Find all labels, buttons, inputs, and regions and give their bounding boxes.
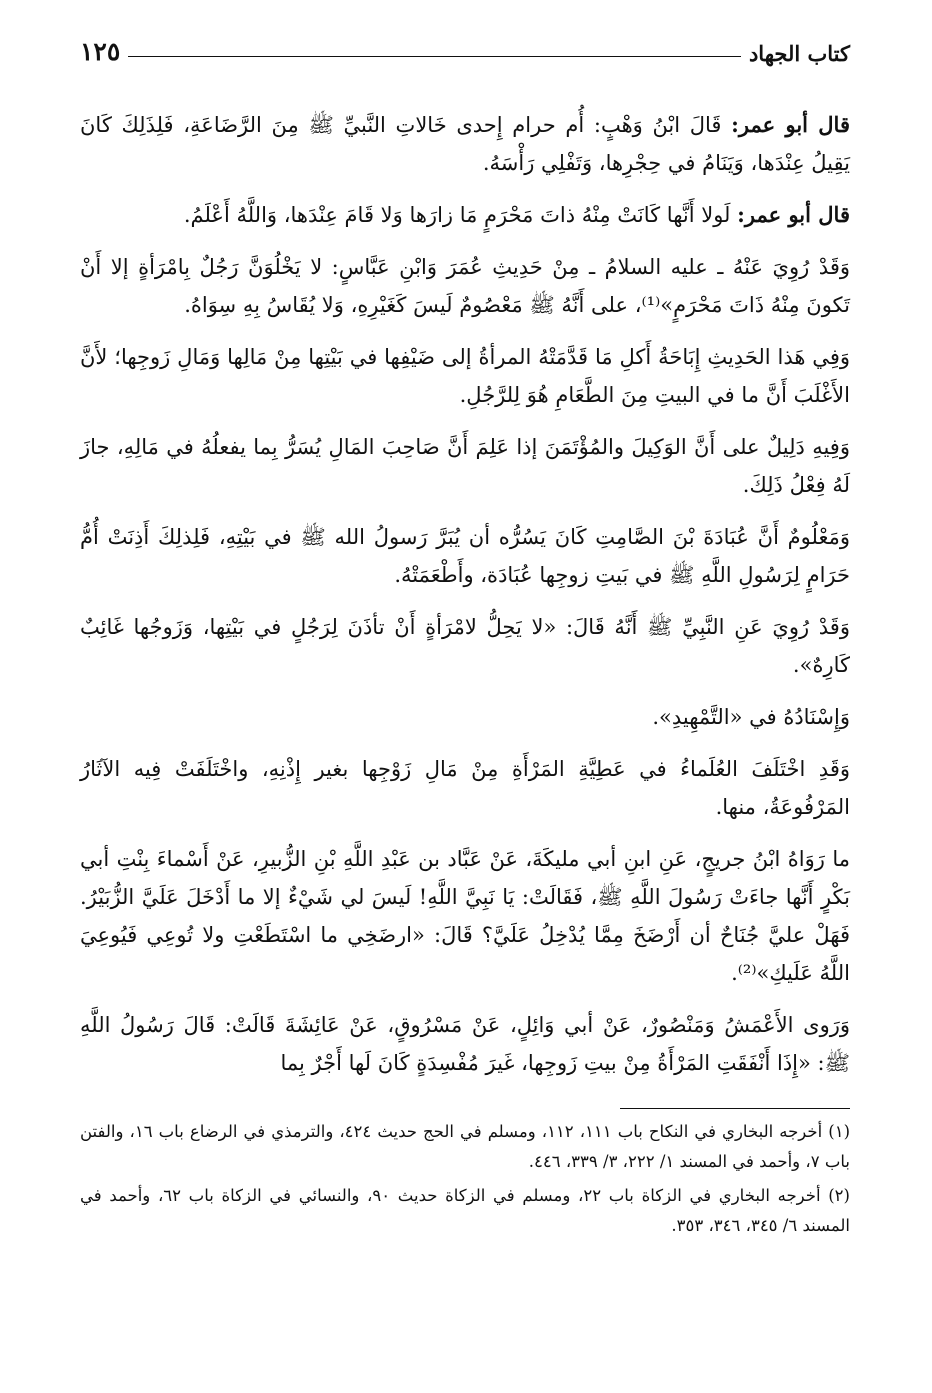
paragraph-text: وَقَدْ رُوِيَ عَنِ النَّبِيِّ ﷺ أَنَّهُ قَالَ: «لا يَحِلُّ لامْرَأةٍ أَنْ تأذَنَ لِرَجُلٍ في بَيْتِها، وَزَوجُها غَائِبٌ كَارِهٌ». — [80, 615, 850, 677]
paragraph — [80, 608, 850, 684]
paragraph — [80, 750, 850, 826]
paragraph — [80, 338, 850, 414]
footnote-separator — [620, 1108, 850, 1109]
paragraph-text: وَرَوى الأَعْمَشُ وَمَنْصُورٌ، عَنْ أبي وَائِلٍ، عَنْ مَسْرُوقٍ، عَنْ عَائِشَةَ قَالَتْ: قَالَ رَسُولُ اللَّهِ ﷺ: «إِذَا أَنْفَقَتِ المَرْأَةُ مِنْ بيتِ زَوجِها، غَيرَ مُفْسِدَةٍ كَانَ لَها أَجْرٌ بِما — [80, 1013, 850, 1075]
paragraph — [80, 840, 850, 992]
header-rule — [128, 56, 741, 57]
footnote: (١) أخرجه البخاري في النكاح باب ١١١، ١١٢، ومسلم في الحج حديث ٤٢٤، والترمذي في الرضاع باب ١٦، والفتن باب ٧، وأحمد في المسند ١/ ٢٢٢، ٣/ ٣٣٩، ٤٤٦. — [80, 1122, 850, 1171]
paragraph — [80, 428, 850, 504]
paragraph-text: وَقَدْ رُوِيَ عَنْهُ ـ عليه السلامُ ـ مِنْ حَدِيثِ عُمَرَ وَابْنِ عَبَّاسٍ: لا يَخْلُوَنَّ رَجُلٌ بِامْرَأةٍ إلا أَنْ تَكونَ مِنْهُ ذَاتَ مَحْرَمٍ»⁽¹⁾، على أَنَّهُ ﷺ مَعْصُومٌ لَيسَ كَغَيْرِهِ، وَلا يُقَاسُ بِهِ سِوَاهُ. — [80, 255, 850, 317]
footnotes — [80, 1117, 850, 1241]
paragraph — [80, 106, 850, 182]
paragraph-text: لَولا أَنَّها كَانَتْ مِنْهُ ذاتَ مَحْرَمٍ مَا زارَها وَلا قَامَ عِنْدَها، وَاللَّهُ أَعْلَمُ. — [183, 203, 738, 227]
page-header — [80, 30, 850, 66]
paragraph-text: وَقَدِ اخْتَلَفَ العُلَماءُ في عَطِيَّةِ المَرْأَةِ مِنْ مَالِ زَوْجِها بغير إِذْنِهِ، واخْتَلَفَتْ فِيه الآثَارُ المَرْفُوعَةُ، منها. — [80, 757, 850, 819]
paragraph-text: ما رَوَاهُ ابْنُ جريجٍ، عَنِ ابنِ أبي مليكَةَ، عَنْ عَبَّاد بن عَبْدِ اللَّهِ بْنِ الزُّبيرِ، عَنْ أَسْماءَ بِنْتِ أبي بَكْرٍ أَنَّها جاءَتْ رَسُولَ اللَّهِ ﷺ، فَقَالَتْ: يَا نَبِيَّ اللَّهِ! لَيسَ لي شَيْءٌ إلا ما أَدْخَلَ عَلَيَّ الزُّبَيْرُ. فَهَلْ عليَّ جُنَاحٌ أن أَرْضَخَ مِمَّا يُدْخِلُ عَلَيَّ؟ قَالَ: «ارضَخِي ما اسْتَطَعْتِ ولا تُوعِي فَيُوعِيَ اللَّهُ عَلَيكِ»⁽²⁾. — [80, 847, 850, 985]
body-text — [80, 106, 850, 1082]
paragraph — [80, 196, 850, 234]
paragraph-text: قَالَ ابْنُ وَهْبٍ: أُم حرام إِحدى خَالاتِ النَّبيِّ ﷺ مِنَ الرَّضَاعَةِ، فَلِذَلِكَ كَانَ يَقِيلُ عِنْدَها، وَيَنَامُ في حِجْرِها، وَتَفْلِي رَأْسَهُ. — [80, 113, 850, 175]
paragraph — [80, 248, 850, 324]
paragraph-text: وَإِسْنَادُهُ في «التَّمْهِيدِ». — [652, 705, 850, 729]
footnote: (٢) أخرجه البخاري في الزكاة باب ٢٢، ومسلم في الزكاة حديث ٩٠، والنسائي في الزكاة باب ٦٢، وأحمد في المسند ٦/ ٣٤٥، ٣٤٦، ٣٥٣. — [80, 1186, 850, 1235]
running-title: كتاب الجهاد — [748, 41, 850, 66]
paragraph-lead: قال أبو عمر: — [731, 112, 850, 137]
paragraph-lead: قال أبو عمر: — [737, 202, 850, 227]
page-number: ١٢٥ — [80, 37, 121, 66]
paragraph-text: وَفِي هَذا الحَدِيثِ إِبَاحَةُ أَكلِ مَا قَدَّمَتْهُ المرأةُ إلى ضَيْفِها في بَيْتِها مِنْ مَالِها وَمَالِ زَوجِها؛ لأَنَّ الأَغْلَبَ أَنَّ ما في البيتِ مِنَ الطَّعَامِ هُوَ لِلرَّجُلِ. — [80, 345, 850, 407]
paragraph — [80, 698, 850, 736]
paragraph — [80, 518, 850, 594]
paragraph — [80, 1006, 850, 1082]
paragraph-text: وَمَعْلُومٌ أَنَّ عُبَادَةَ بْنَ الصَّامِتِ كَانَ يَسُرُّه أن يُبَرَّ رَسولُ الله ﷺ في بَيْتِهِ، فَلِذلِكَ أَذِنَتْ أُمُّ حَرَامٍ لِرَسُولِ اللَّهِ ﷺ في بَيتِ زوجِها عُبَادَة، وأَطْعَمَتْهُ. — [80, 525, 850, 587]
paragraph-text: وَفِيهِ دَلِيلٌ على أَنَّ الوَكِيلَ والمُؤْتَمَنَ إذا عَلِمَ أَنَّ صَاحِبَ المَالِ يُسَرُّ بِما يفعلُهُ في مَالِهِ، جازَ لَهُ فِعْلُ ذَلِكَ. — [80, 435, 850, 497]
